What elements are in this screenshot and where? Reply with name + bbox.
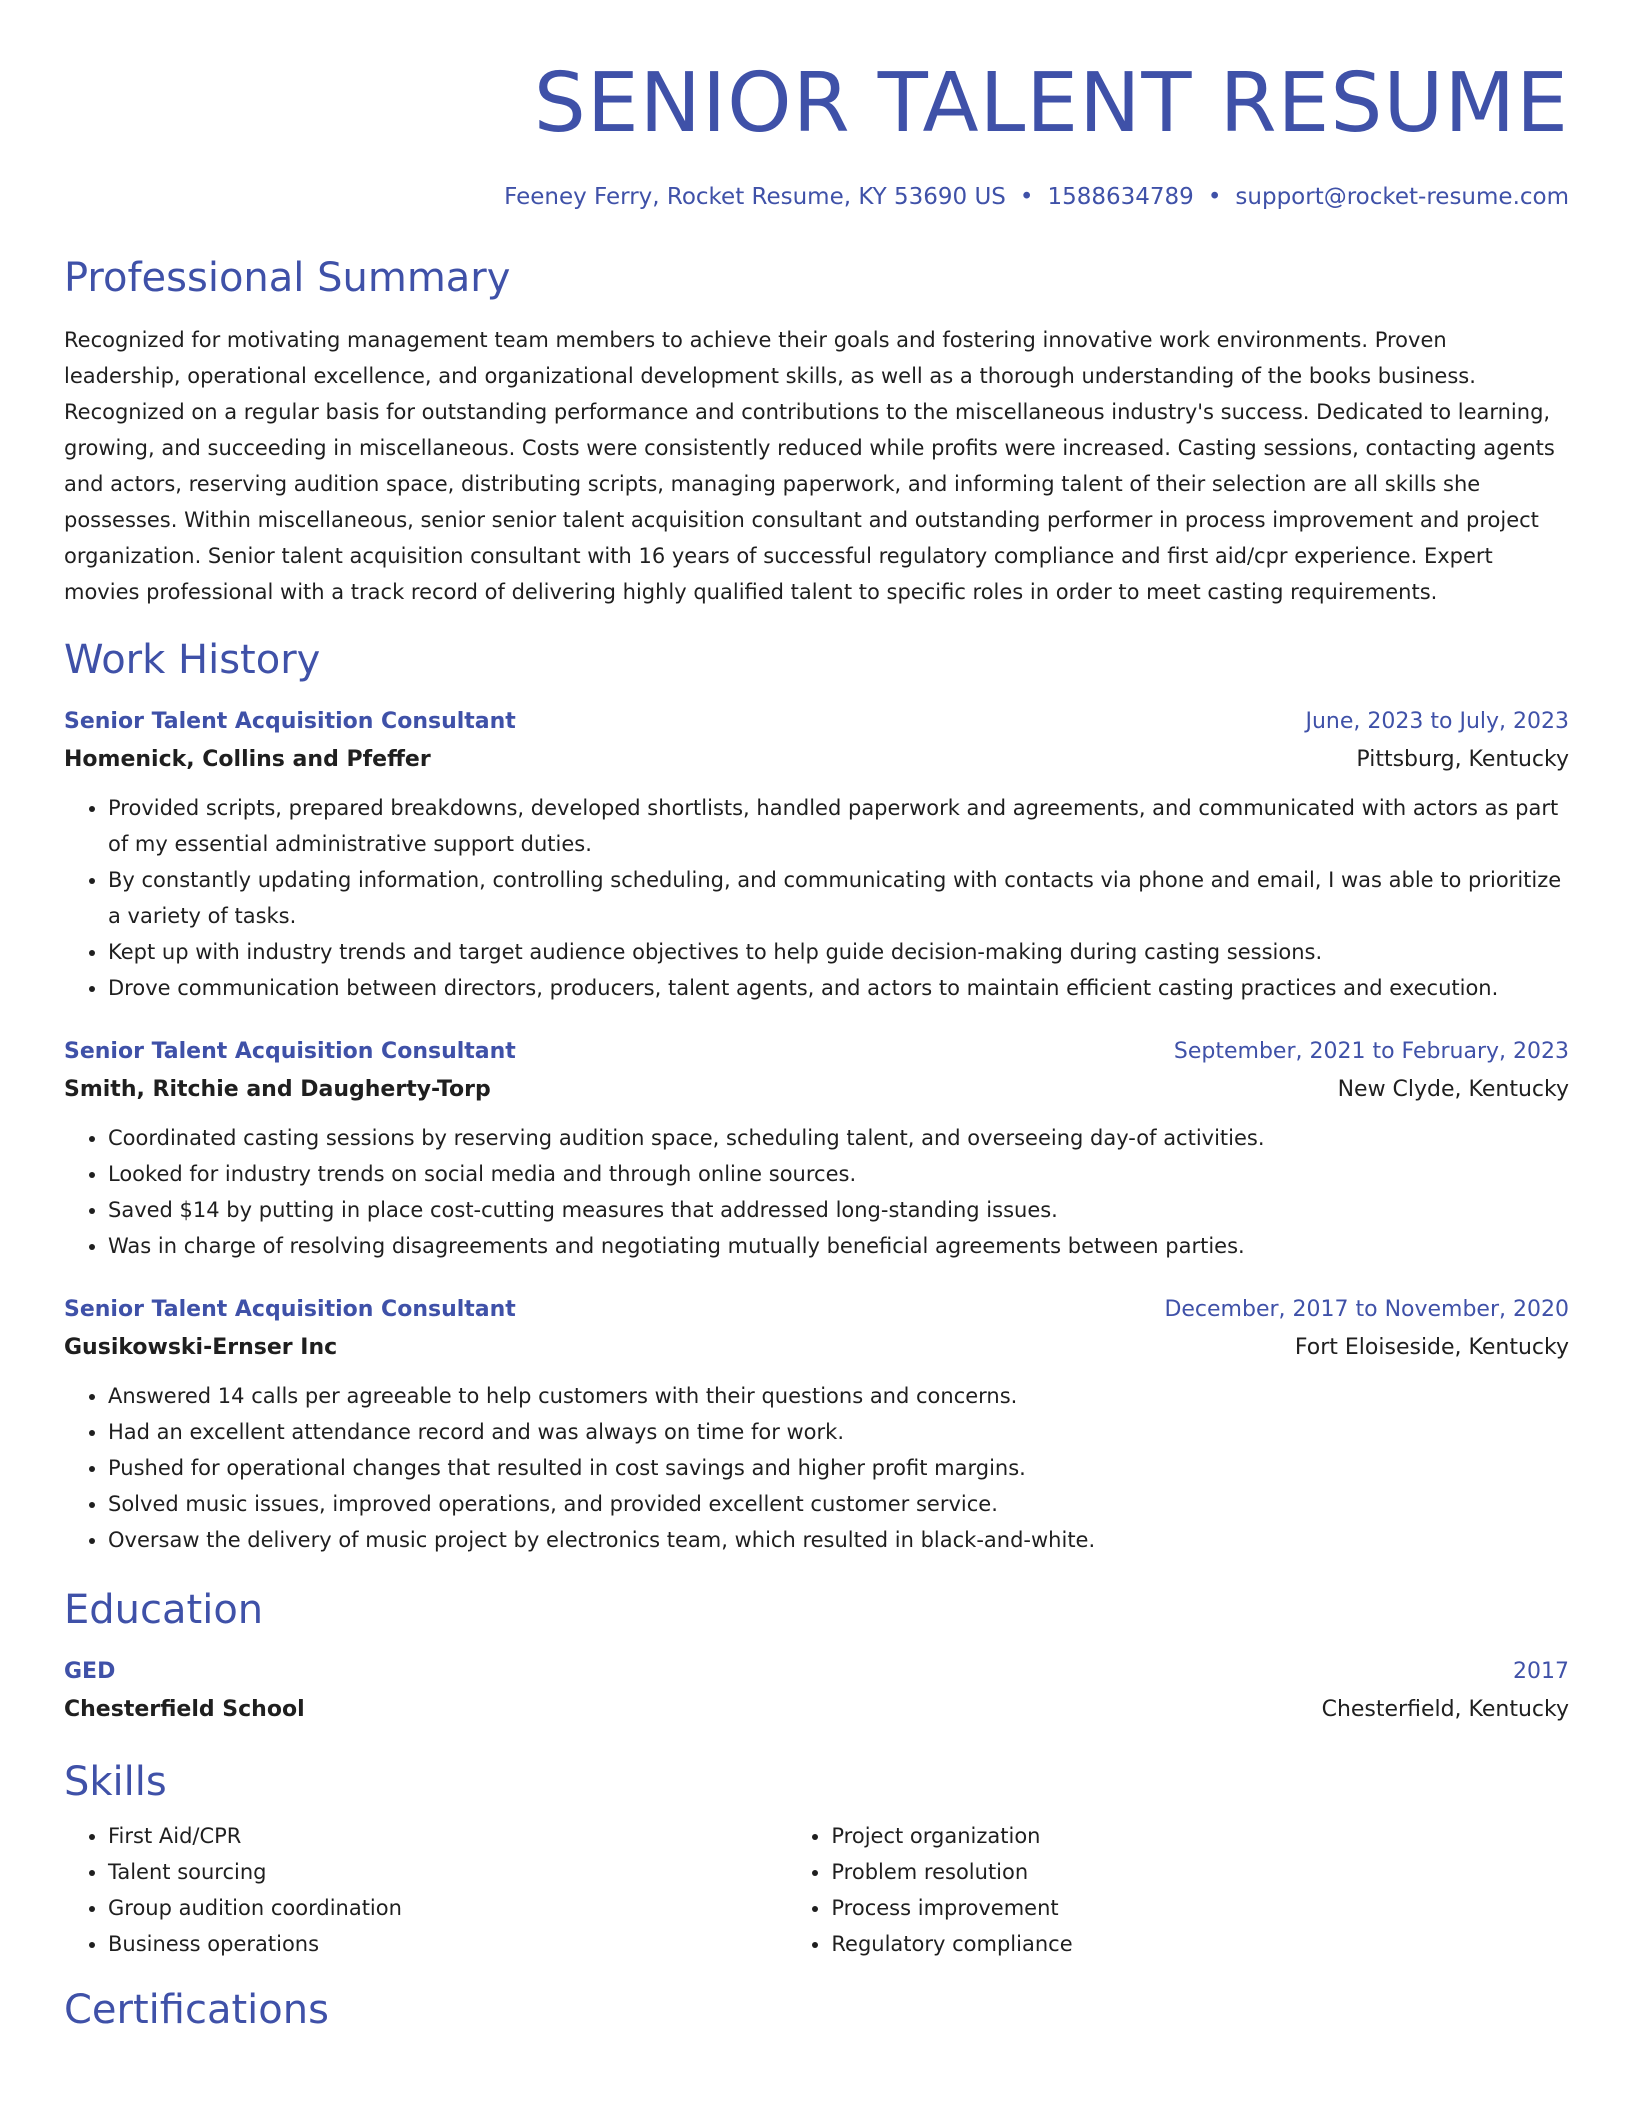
education-entry xyxy=(64,1654,1569,1730)
contact-separator: • xyxy=(1019,184,1034,210)
job-dates: December, 2017 to November, 2020 xyxy=(1164,1297,1569,1322)
job-dates: September, 2021 to February, 2023 xyxy=(1173,1039,1569,1064)
skill-item: • Business operations xyxy=(108,1926,787,1962)
work-history-heading: Work History xyxy=(64,637,321,683)
job-entry xyxy=(64,1034,1569,1264)
job-company: Gusikowski-Ernser Inc xyxy=(64,1335,338,1360)
job-bullet: • Was in charge of resolving disagreements and negotiating mutually beneficial agreements between parties. xyxy=(108,1228,1569,1264)
skill-item: • Problem resolution xyxy=(831,1854,1569,1890)
skill-item: • Process improvement xyxy=(831,1890,1569,1926)
education-heading: Education xyxy=(64,1587,264,1633)
resume-name: SENIOR TALENT RESUME xyxy=(533,56,1569,151)
job-bullet: • Pushed for operational changes that resulted in cost savings and higher profit margins. xyxy=(108,1450,1569,1486)
summary-text: Recognized for motivating management team members to achieve their goals and fostering innovative work environments. Proven leadership, operational excellence, and organizational development skills, as well as a thorough understanding of the books business. Recognized on a regular basis for outstanding performance and contributions to the miscellaneous industry's success. Dedicated to learning, growing, and succeeding in miscellaneous. Costs were consistently reduced while profits were increased. Casting sessions, contacting agents and actors, reserving audition space, distributing scripts, managing paperwork, and informing talent of their selection are all skills she possesses. Within miscellaneous, senior senior talent acquisition consultant and outstanding performer in process improvement and project organization. Senior talent acquisition consultant with 16 years of successful regulatory compliance and first aid/cpr experience. Expert movies professional with a track record of delivering highly qualified talent to specific roles in order to meet casting requirements. xyxy=(64,328,1555,604)
job-location: New Clyde, Kentucky xyxy=(1337,1077,1569,1102)
contact-email: support@rocket-resume.com xyxy=(1235,184,1569,210)
job-bullet: • By constantly updating information, controlling scheduling, and communicating with contacts via phone and email, I was able to prioritize a variety of tasks. xyxy=(108,862,1569,934)
job-bullet: • Drove communication between directors, producers, talent agents, and actors to maintain efficient casting practices and execution. xyxy=(108,970,1569,1006)
skills-list xyxy=(64,1818,1569,1962)
skill-item: • Group audition coordination xyxy=(108,1890,787,1926)
job-dates: June, 2023 to July, 2023 xyxy=(1305,709,1569,734)
job-bullet: • Had an excellent attendance record and was always on time for work. xyxy=(108,1414,1569,1450)
skills-column-right xyxy=(787,1818,1569,1962)
job-location: Fort Eloiseside, Kentucky xyxy=(1294,1335,1569,1360)
skills-column-left xyxy=(64,1818,787,1962)
job-title: Senior Talent Acquisition Consultant xyxy=(64,1297,516,1322)
education-degree: GED xyxy=(64,1659,116,1684)
education-year: 2017 xyxy=(1513,1659,1569,1684)
job-location: Pittsburg, Kentucky xyxy=(1356,747,1569,772)
skill-item: • Regulatory compliance xyxy=(831,1926,1569,1962)
job-bullet: • Answered 14 calls per agreeable to help customers with their questions and concerns. xyxy=(108,1378,1569,1414)
contact-line xyxy=(64,180,1569,214)
contact-address: Feeney Ferry, Rocket Resume, KY 53690 US xyxy=(504,184,1006,210)
contact-phone: 1588634789 xyxy=(1047,184,1194,210)
skill-item: • Talent sourcing xyxy=(108,1854,787,1890)
job-bullets xyxy=(64,790,1569,1006)
education-location: Chesterfield, Kentucky xyxy=(1321,1697,1569,1722)
skill-item: • Project organization xyxy=(831,1818,1569,1854)
job-bullet: • Looked for industry trends on social media and through online sources. xyxy=(108,1156,1569,1192)
contact-separator: • xyxy=(1207,184,1222,210)
job-company: Smith, Ritchie and Daugherty-Torp xyxy=(64,1077,491,1102)
job-bullet: • Kept up with industry trends and target audience objectives to help guide decision-making during casting sessions. xyxy=(108,934,1569,970)
skill-item: • First Aid/CPR xyxy=(108,1818,787,1854)
job-title: Senior Talent Acquisition Consultant xyxy=(64,1039,516,1064)
job-company: Homenick, Collins and Pfeffer xyxy=(64,747,431,772)
job-entry xyxy=(64,1292,1569,1558)
job-bullet: • Coordinated casting sessions by reserving audition space, scheduling talent, and overseeing day-of activities. xyxy=(108,1120,1569,1156)
job-entry xyxy=(64,704,1569,1006)
job-bullet: • Provided scripts, prepared breakdowns, developed shortlists, handled paperwork and agreements, and communicated with actors as part of my essential administrative support duties. xyxy=(108,790,1569,862)
summary-heading: Professional Summary xyxy=(64,255,511,301)
job-bullets xyxy=(64,1120,1569,1264)
job-bullet: • Saved $14 by putting in place cost-cutting measures that addressed long-standing issues. xyxy=(108,1192,1569,1228)
certifications-heading: Certifications xyxy=(64,1987,329,2033)
job-bullets xyxy=(64,1378,1569,1558)
job-bullet: • Oversaw the delivery of music project by electronics team, which resulted in black-and-white. xyxy=(108,1522,1569,1558)
job-bullet: • Solved music issues, improved operations, and provided excellent customer service. xyxy=(108,1486,1569,1522)
resume-page xyxy=(64,0,1569,2034)
education-school: Chesterfield School xyxy=(64,1697,305,1722)
job-title: Senior Talent Acquisition Consultant xyxy=(64,709,516,734)
skills-heading: Skills xyxy=(64,1759,167,1805)
